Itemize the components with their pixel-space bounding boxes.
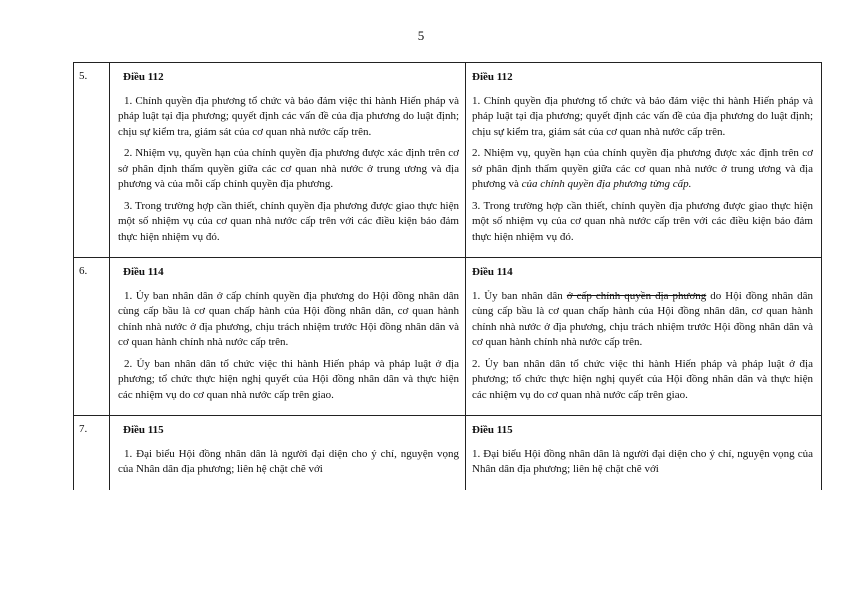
article-clause: 1. Chính quyền địa phương tổ chức và bảo đảm việc thi hành Hiến pháp và pháp luật tại địa phương; quyết định các vấn đề của địa phương do luật định; chịu sự kiểm tra, giám sát của cơ quan nhà nước cấp trên. [118, 94, 459, 138]
original-text-cell [110, 63, 466, 258]
clause-text: 2. Nhiệm vụ, quyền hạn của chính quyền địa phương được xác định trên cơ sở phân định thẩm quyền giữa các cơ quan nhà nước ở trung ương và địa phương và [472, 147, 813, 190]
article-clause [472, 146, 813, 193]
clause-text: do Hội đồng nhân dân cùng cấp bầu là cơ quan chấp hành của Hội đồng nhân dân, cơ quan hành chính nhà nước ở địa phương, chịu trách nhiệm trước Hội đồng nhân dân và cơ quan hành chính nhà nước cấp trên. [472, 289, 813, 348]
article-title: Điều 112 [123, 71, 164, 83]
row-number: 5. [74, 63, 110, 258]
article-clause: 3. Trong trường hợp cần thiết, chính quyền địa phương được giao thực hiện một số nhiệm vụ của cơ quan nhà nước cấp trên với các điều kiện bảo đảm thực hiện nhiệm vụ đó. [472, 199, 813, 243]
row-number: 7. [74, 416, 110, 490]
row-number: 6. [74, 258, 110, 416]
article-clause: 1. Chính quyền địa phương tổ chức và bảo đảm việc thi hành Hiến pháp và pháp luật tại địa phương; quyết định các vấn đề của địa phương do luật định; chịu sự kiểm tra, giám sát của cơ quan nhà nước cấp trên. [472, 94, 813, 138]
article-clause: 2. Ủy ban nhân dân tổ chức việc thi hành Hiến pháp và pháp luật ở địa phương; tổ chức thực hiện nghị quyết của Hội đồng nhân dân và thực hiện các nhiệm vụ do cơ quan nhà nước cấp trên giao. [472, 357, 813, 401]
article-title: Điều 114 [472, 266, 513, 278]
article-clause: 2. Nhiệm vụ, quyền hạn của chính quyền địa phương được xác định trên cơ sở phân định thẩm quyền giữa các cơ quan nhà nước ở trung ương và địa phương và của mỗi cấp chính quyền địa phương. [118, 147, 459, 190]
article-title: Điều 112 [472, 71, 513, 83]
amended-text-cell [466, 63, 822, 258]
comparison-table [73, 62, 822, 490]
article-clause: 2. Ủy ban nhân dân tổ chức việc thi hành Hiến pháp và pháp luật ở địa phương; tổ chức thực hiện nghị quyết của Hội đồng nhân dân và thực hiện các nhiệm vụ do cơ quan nhà nước cấp trên giao. [118, 357, 459, 401]
struck-through-text: ở cấp chính quyền địa phương [566, 289, 707, 302]
amended-italic-text: của chính quyền địa phương từng cấp. [521, 178, 692, 190]
article-clause: 3. Trong trường hợp cần thiết, chính quyền địa phương được giao thực hiện một số nhiệm vụ của cơ quan nhà nước cấp trên với các điều kiện bảo đảm thực hiện nhiệm vụ đó. [118, 199, 459, 243]
table-row [74, 63, 822, 258]
original-text-cell [110, 258, 466, 416]
article-clause [472, 289, 813, 351]
clause-text: 1. Ủy ban nhân dân [472, 289, 567, 302]
table-row [74, 416, 822, 490]
article-clause: 1. Đại biểu Hội đồng nhân dân là người đại diện cho ý chí, nguyện vọng của Nhân dân địa phương; liên hệ chặt chẽ với [472, 447, 813, 475]
article-clause: 1. Đại biểu Hội đồng nhân dân là người đại diện cho ý chí, nguyện vọng của Nhân dân địa phương; liên hệ chặt chẽ với [118, 447, 459, 475]
article-title: Điều 114 [123, 266, 164, 278]
article-clause: 1. Ủy ban nhân dân ở cấp chính quyền địa phương do Hội đồng nhân dân cùng cấp bầu là cơ quan chấp hành của Hội đồng nhân dân, cơ quan hành chính nhà nước ở địa phương, chịu trách nhiệm trước Hội đồng nhân dân và cơ quan hành chính nhà nước cấp trên. [118, 289, 459, 348]
amended-text-cell [466, 416, 822, 490]
table-row [74, 258, 822, 416]
original-text-cell [110, 416, 466, 490]
amended-text-cell [466, 258, 822, 416]
page-number: 5 [417, 28, 425, 43]
article-title: Điều 115 [472, 424, 513, 436]
article-title: Điều 115 [123, 424, 164, 436]
